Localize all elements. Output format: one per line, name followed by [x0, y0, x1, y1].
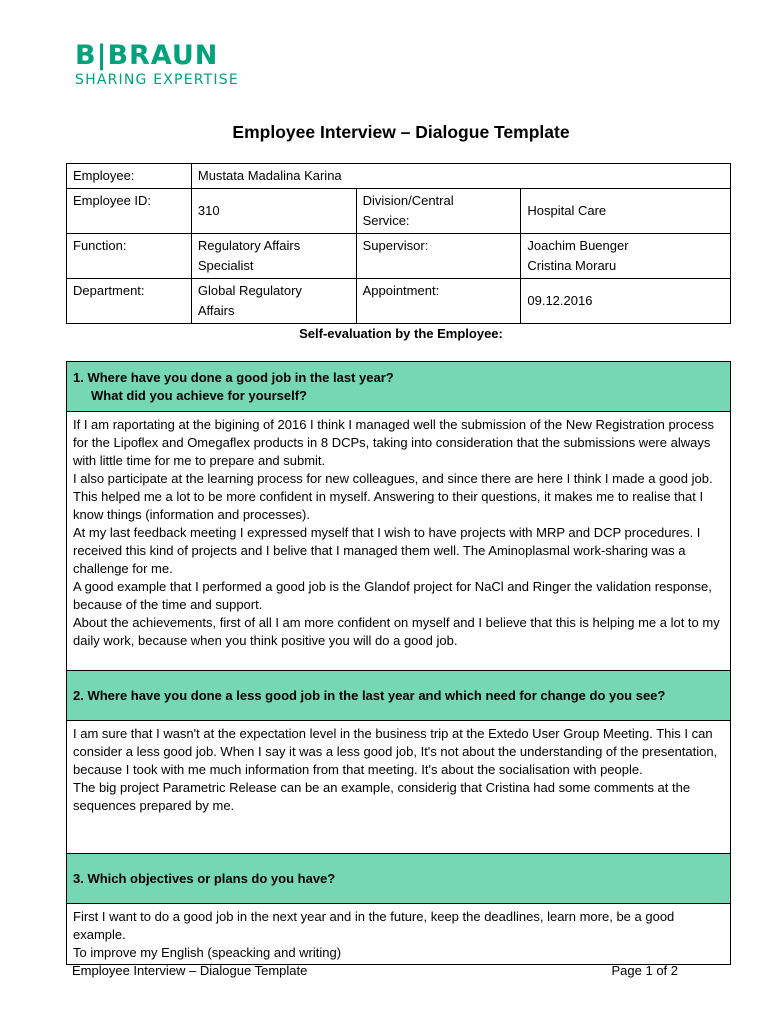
page-footer — [72, 963, 678, 978]
question-1: 1. Where have you done a good job in the last year? What did you achieve for yourself? — [67, 362, 731, 412]
employee-id-label: Employee ID: — [67, 189, 192, 234]
supervisor-value: Joachim Buenger Cristina Moraru — [521, 234, 731, 279]
footer-title: Employee Interview – Dialogue Template — [72, 963, 308, 978]
page-number: Page 1 of 2 — [611, 963, 678, 978]
table-row — [67, 234, 731, 279]
section-title: Self-evaluation by the Employee: — [299, 326, 503, 341]
answer-2: I am sure that I wasn't at the expectation level in the business trip at the Extedo User Group Meeting. This I can consider a less good job. When I say it was a less good job, It's not about the understanding of the presentation, because I took with me much information from that meeting. It's about the socialisation with people. The big project Parametric Release can be an example, considerig that Cristina had some comments at the sequences prepared by me. — [67, 721, 731, 854]
function-value: Regulatory Affairs Specialist — [191, 234, 356, 279]
division-label: Division/Central Service: — [356, 189, 521, 234]
appointment-label: Appointment: — [356, 279, 521, 324]
table-row — [67, 671, 731, 721]
table-row — [67, 279, 731, 324]
self-evaluation-table — [66, 361, 731, 965]
answer-1: If I am raportating at the bigining of 2016 I think I managed well the submission of the New Registration process for the Lipoflex and Omegaflex products in 8 DCPs, taking into consideration that the submissions were always with little time for me to prepare and submit. I also participate at the learning process for new colleagues, and since there are here I think I made a good job. This helped me a lot to be more confident in myself. Answering to their questions, it makes me to realise that I know things (information and processes). At my last feedback meeting I expressed myself that I wish to have projects with MRP and DCP procedures. I received this kind of projects and I belive that I managed them well. The Aminoplasmal work-sharing was a challenge for me. A good example that I performed a good job is the Glandof project for NaCl and Ringer the validation response, because of the time and support. About the achievements, first of all I am more confident on myself and I believe that this is helping me a lot to my daily work, because when you think positive you will do a good job. — [67, 412, 731, 671]
logo-wordmark: B|BRAUN — [75, 40, 219, 71]
department-value: Global Regulatory Affairs — [191, 279, 356, 324]
employee-info-table — [66, 163, 731, 324]
division-value: Hospital Care — [521, 189, 731, 234]
appointment-value: 09.12.2016 — [521, 279, 731, 324]
table-row — [67, 164, 731, 189]
employee-id-value: 310 — [191, 189, 356, 234]
table-row — [67, 412, 731, 671]
supervisor-label: Supervisor: — [356, 234, 521, 279]
table-row — [67, 854, 731, 904]
employee-value: Mustata Madalina Karina — [191, 164, 730, 189]
document-title: Employee Interview – Dialogue Template — [232, 122, 570, 142]
table-row — [67, 362, 731, 412]
question-3: 3. Which objectives or plans do you have? — [67, 854, 731, 904]
table-row — [67, 721, 731, 854]
logo-tagline: SHARING EXPERTISE — [75, 72, 239, 88]
answer-3: First I want to do a good job in the next year and in the future, keep the deadlines, learn more, be a good example. To improve my English (speacking and writing) — [67, 904, 731, 965]
function-label: Function: — [67, 234, 192, 279]
question-2: 2. Where have you done a less good job in the last year and which need for change do you see? — [67, 671, 731, 721]
table-row — [67, 904, 731, 965]
employee-label: Employee: — [67, 164, 192, 189]
company-logo — [75, 42, 239, 88]
department-label: Department: — [67, 279, 192, 324]
table-row — [67, 189, 731, 234]
